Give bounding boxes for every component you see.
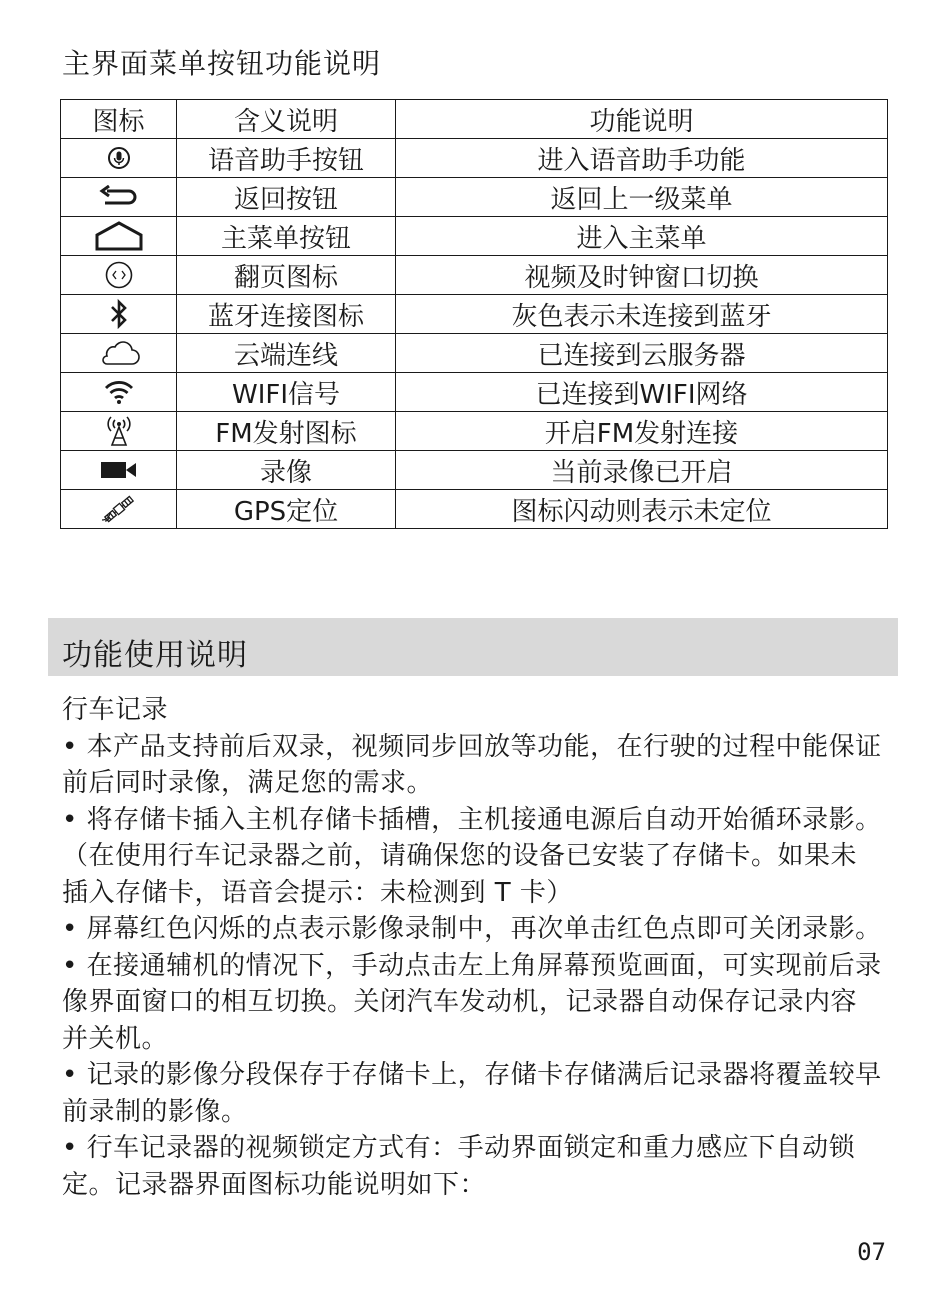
row-meaning: 翻页图标 <box>177 256 396 295</box>
header-meaning: 含义说明 <box>177 100 396 139</box>
wifi-icon <box>61 373 177 412</box>
row-function: 视频及时钟窗口切换 <box>396 256 888 295</box>
fm-transmit-icon <box>61 412 177 451</box>
table-row <box>61 412 888 451</box>
bluetooth-icon <box>61 295 177 334</box>
cloud-icon <box>61 334 177 373</box>
table-row <box>61 295 888 334</box>
table-row <box>61 373 888 412</box>
row-function: 已连接到云服务器 <box>396 334 888 373</box>
table-row <box>61 256 888 295</box>
page-flip-icon <box>61 256 177 295</box>
satellite-icon <box>61 490 177 529</box>
row-function: 开启FM发射连接 <box>396 412 888 451</box>
paragraph: • 行车记录器的视频锁定方式有：手动界面锁定和重力感应下自动锁定。记录器界面图标功能说明如下： <box>62 1133 856 1200</box>
row-function: 进入主菜单 <box>396 217 888 256</box>
home-icon <box>61 217 177 256</box>
voice-assistant-icon <box>61 139 177 178</box>
table-row <box>61 334 888 373</box>
row-meaning: 云端连线 <box>177 334 396 373</box>
row-meaning: 主菜单按钮 <box>177 217 396 256</box>
row-meaning: WIFI信号 <box>177 373 396 412</box>
table-header-row <box>61 100 888 139</box>
row-meaning: 录像 <box>177 451 396 490</box>
video-camera-icon <box>61 451 177 490</box>
paragraph: • 本产品支持前后双录，视频同步回放等功能，在行驶的过程中能保证前后同时录像，满足您的需求。 <box>62 731 882 798</box>
body-text <box>62 692 882 1203</box>
back-arrow-icon <box>61 178 177 217</box>
row-function: 进入语音助手功能 <box>396 139 888 178</box>
paragraph: • 记录的影像分段保存于存储卡上，存储卡存储满后记录器将覆盖较早前录制的影像。 <box>62 1060 882 1127</box>
row-function: 灰色表示未连接到蓝牙 <box>396 295 888 334</box>
row-meaning: 蓝牙连接图标 <box>177 295 396 334</box>
paragraph: • 屏幕红色闪烁的点表示影像录制中，再次单击红色点即可关闭录影。 <box>62 914 882 944</box>
header-function: 功能说明 <box>396 100 888 139</box>
row-meaning: 返回按钮 <box>177 178 396 217</box>
row-function: 当前录像已开启 <box>396 451 888 490</box>
row-meaning: 语音助手按钮 <box>177 139 396 178</box>
row-meaning: FM发射图标 <box>177 412 396 451</box>
section-banner <box>48 618 898 676</box>
banner-title: 功能使用说明 <box>62 638 248 673</box>
paragraph: • 在接通辅机的情况下，手动点击左上角屏幕预览画面，可实现前后录像界面窗口的相互切换。关闭汽车发动机，记录器自动保存记录内容并关机。 <box>62 950 882 1054</box>
table-row <box>61 451 888 490</box>
table-row <box>61 217 888 256</box>
table-row <box>61 490 888 529</box>
header-icon: 图标 <box>61 100 177 139</box>
table-row <box>61 139 888 178</box>
icon-function-table <box>60 99 888 529</box>
row-function: 图标闪动则表示未定位 <box>396 490 888 529</box>
section-title: 主界面菜单按钮功能说明 <box>62 47 382 80</box>
subsection-title: 行车记录 <box>62 695 169 725</box>
row-function: 返回上一级菜单 <box>396 178 888 217</box>
paragraph: • 将存储卡插入主机存储卡插槽，主机接通电源后自动开始循环录影。（在使用行车记录器之前，请确保您的设备已安装了存储卡。如果未插入存储卡，语音会提示：未检测到 T 卡） <box>62 804 882 908</box>
row-meaning: GPS定位 <box>177 490 396 529</box>
page-number: 07 <box>857 1238 886 1266</box>
row-function: 已连接到WIFI网络 <box>396 373 888 412</box>
table-row <box>61 178 888 217</box>
